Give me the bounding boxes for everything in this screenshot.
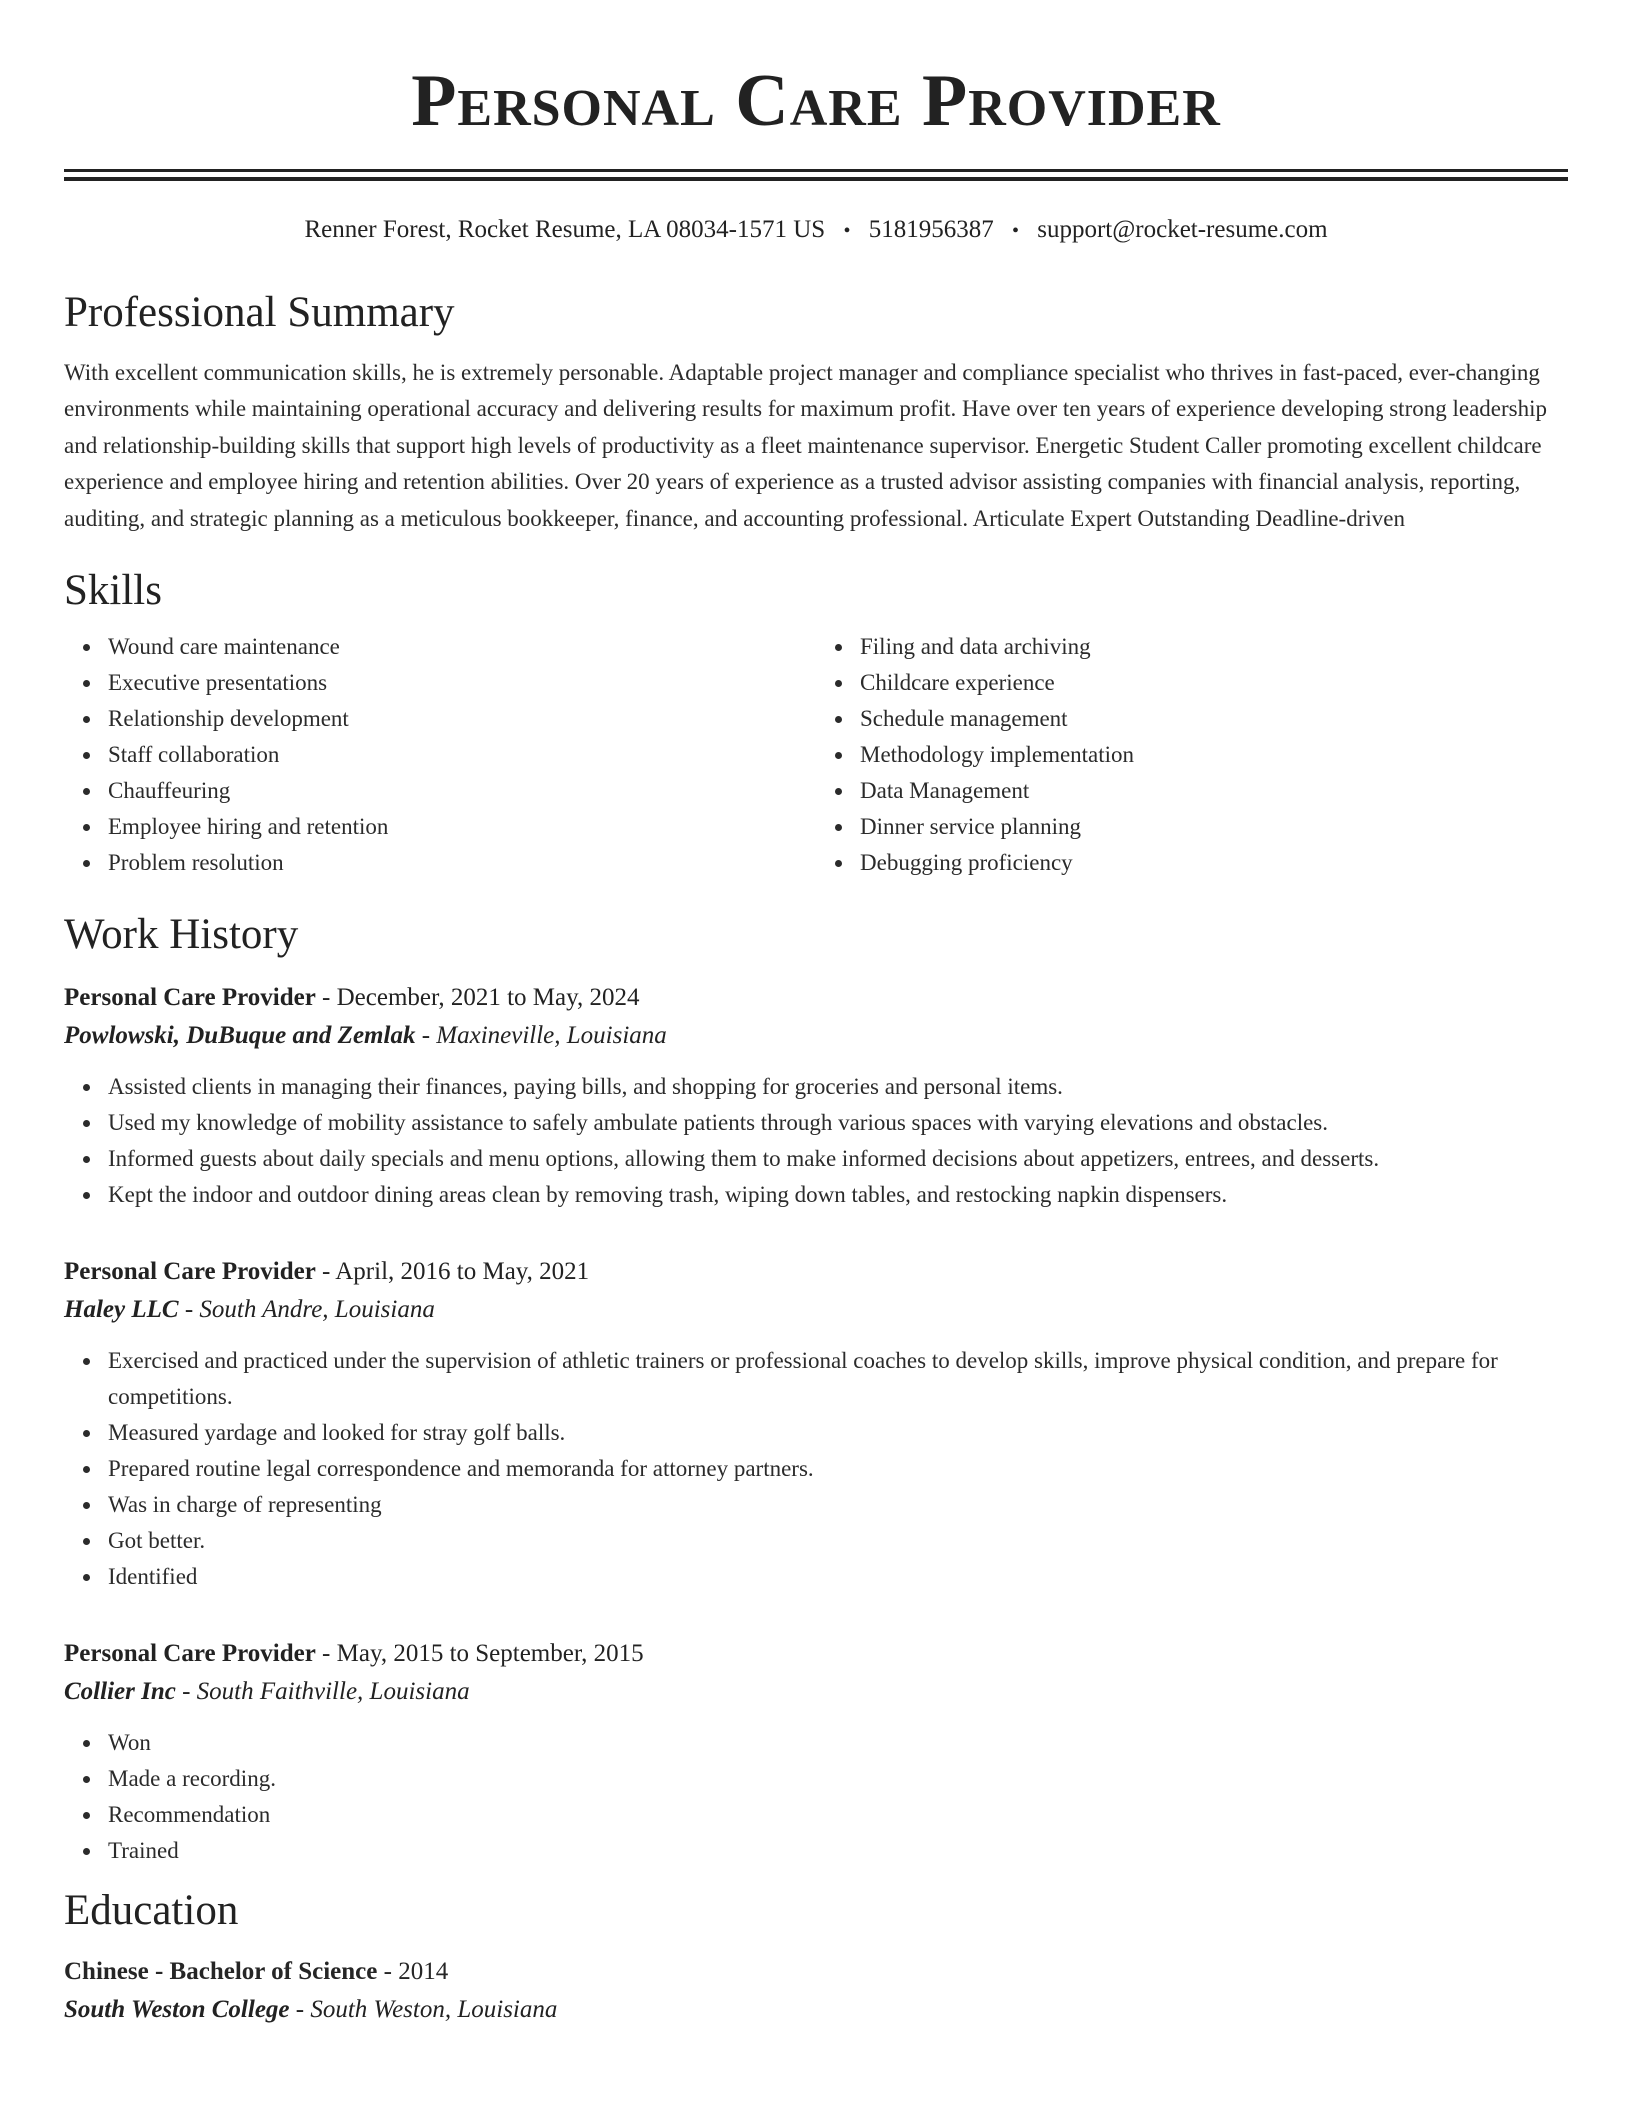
job-duty: Was in charge of representing [108, 1487, 1568, 1523]
summary-text: With excellent communication skills, he is extremely personable. Adaptable project manager and compliance specialist who thrives in fast-paced, ever-changing environments while maintaining operational accuracy and delivering results for maximum profit. Have over ten years of experience developing strong leadership and relationship-building skills that support high levels of productivity as a fleet maintenance supervisor. Energetic Student Caller promoting excellent childcare experience and employee hiring and retention abilities. Over 20 years of experience as a trusted advisor assisting companies with financial analysis, reporting, auditing, and strategic planning as a meticulous bookkeeper, finance, and accounting professional. Articulate Expert Outstanding Deadline-driven [64, 360, 1547, 531]
job-duty: Used my knowledge of mobility assistance to safely ambulate patients through various spaces with varying elevations and obstacles. [108, 1105, 1568, 1141]
job-duty: Measured yardage and looked for stray golf balls. [108, 1415, 1568, 1451]
job-duty: Informed guests about daily specials and menu options, allowing them to make informed decisions about appetizers, entrees, and desserts. [108, 1141, 1568, 1177]
job-company: Collier Inc [64, 1678, 176, 1706]
education-school-line [64, 1991, 1568, 2029]
job-duty: Assisted clients in managing their finances, paying bills, and shopping for groceries and personal items. [108, 1069, 1568, 1105]
skill-item: Executive presentations [108, 665, 816, 701]
education-location: - South Weston, Louisiana [289, 1996, 558, 2024]
job-header [64, 1253, 1568, 1291]
job-duty: Prepared routine legal correspondence and memoranda for attorney partners. [108, 1451, 1568, 1487]
job-employer [64, 1291, 1568, 1329]
job-duty: Identified [108, 1559, 1568, 1595]
section-heading-skills: Skills [64, 567, 162, 615]
skills-list-left [64, 629, 816, 881]
job-location: - South Faithville, Louisiana [175, 1678, 470, 1706]
job-dates: - May, 2015 to September, 2015 [315, 1640, 644, 1668]
job-duties [64, 1343, 1568, 1595]
job-duty: Won [108, 1725, 1568, 1761]
job-employer [64, 1673, 1568, 1711]
education-school: South Weston College [64, 1996, 290, 2024]
job-duties [64, 1725, 1568, 1869]
skill-item: Employee hiring and retention [108, 809, 816, 845]
skills-list-right [816, 629, 1568, 881]
title-rule-bottom [64, 177, 1568, 181]
skill-item: Debugging proficiency [860, 845, 1568, 881]
job-company: Powlowski, DuBuque and Zemlak [64, 1022, 416, 1050]
job-company: Haley LLC [64, 1296, 179, 1324]
job-entry [64, 979, 1568, 1213]
skill-item: Relationship development [108, 701, 816, 737]
job-entry [64, 1253, 1568, 1595]
skills-grid [64, 629, 1568, 881]
job-duty: Recommendation [108, 1797, 1568, 1833]
education-year: - 2014 [377, 1958, 449, 1986]
skill-item: Chauffeuring [108, 773, 816, 809]
skill-item: Staff collaboration [108, 737, 816, 773]
job-header [64, 1635, 1568, 1673]
contact-separator: • [843, 220, 851, 242]
job-duties [64, 1069, 1568, 1213]
job-entry [64, 1635, 1568, 1869]
skill-item: Filing and data archiving [860, 629, 1568, 665]
skill-item: Schedule management [860, 701, 1568, 737]
job-duty: Kept the indoor and outdoor dining areas clean by removing trash, wiping down tables, and restocking napkin dispensers. [108, 1177, 1568, 1213]
job-location: - Maxineville, Louisiana [415, 1022, 667, 1050]
job-duty: Got better. [108, 1523, 1568, 1559]
skill-item: Problem resolution [108, 845, 816, 881]
resume-title: Personal Care Provider [411, 60, 1221, 142]
section-heading-work-history: Work History [64, 911, 299, 959]
job-employer [64, 1017, 1568, 1055]
contact-line [64, 214, 1568, 247]
skill-item: Childcare experience [860, 665, 1568, 701]
contact-email: support@rocket-resume.com [1037, 216, 1328, 243]
education-degree: Chinese - Bachelor of Science [64, 1958, 378, 1986]
skill-item: Wound care maintenance [108, 629, 816, 665]
education-degree-line [64, 1953, 1568, 1991]
skill-item: Methodology implementation [860, 737, 1568, 773]
job-title: Personal Care Provider [64, 1258, 316, 1286]
job-title: Personal Care Provider [64, 1640, 316, 1668]
skill-item: Data Management [860, 773, 1568, 809]
job-header [64, 979, 1568, 1017]
contact-phone: 5181956387 [868, 216, 994, 243]
job-duty: Made a recording. [108, 1761, 1568, 1797]
job-duty: Trained [108, 1833, 1568, 1869]
title-rule-top [64, 169, 1568, 172]
contact-separator: • [1011, 220, 1019, 242]
contact-address: Renner Forest, Rocket Resume, LA 08034-1571 US [304, 216, 826, 243]
job-duty: Exercised and practiced under the supervision of athletic trainers or professional coaches to develop skills, improve physical condition, and prepare for competitions. [108, 1343, 1568, 1415]
skill-item: Dinner service planning [860, 809, 1568, 845]
section-heading-education: Education [64, 1887, 239, 1935]
job-dates: - April, 2016 to May, 2021 [315, 1258, 590, 1286]
job-dates: - December, 2021 to May, 2024 [315, 984, 640, 1012]
section-heading-summary: Professional Summary [64, 289, 455, 336]
job-title: Personal Care Provider [64, 984, 316, 1012]
job-location: - South Andre, Louisiana [178, 1296, 435, 1324]
